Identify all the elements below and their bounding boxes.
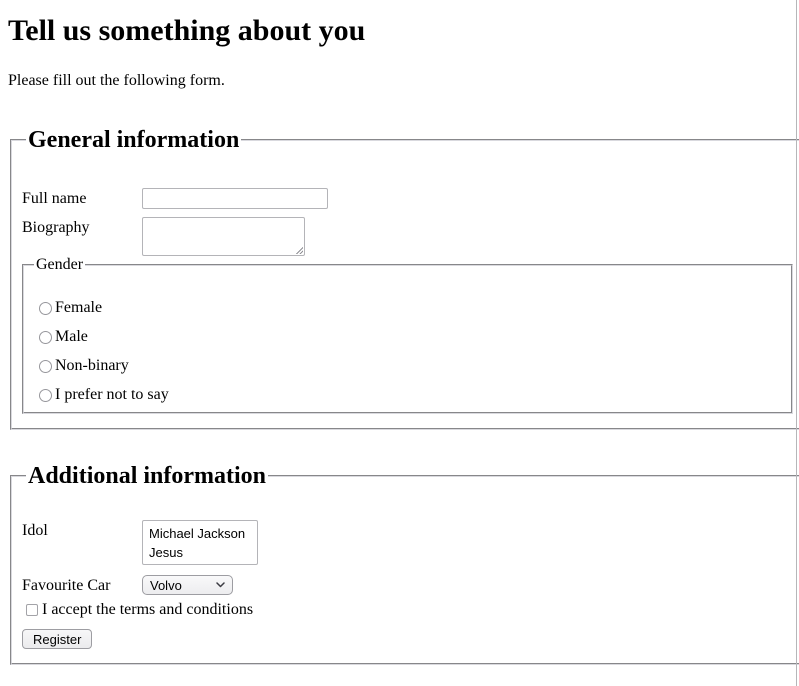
page-title: Tell us something about you xyxy=(8,14,366,47)
page-subtitle: Please fill out the following form. xyxy=(8,72,225,89)
gender-option-label: Female xyxy=(55,299,103,316)
gender-fieldset xyxy=(22,256,793,414)
biography-textarea-wrap xyxy=(142,217,305,256)
gender-option-label: Male xyxy=(55,328,88,345)
radio-button-icon[interactable] xyxy=(39,302,52,315)
favourite-car-selected-value: Volvo xyxy=(150,577,182,593)
idol-row xyxy=(22,520,793,565)
register-row xyxy=(22,629,793,649)
general-legend: General information xyxy=(28,127,240,153)
full-name-label: Full name xyxy=(22,190,87,207)
idol-option-michael-jackson[interactable]: Michael Jackson xyxy=(149,526,246,541)
idol-listbox[interactable] xyxy=(142,520,258,565)
gender-option-label: I prefer not to say xyxy=(55,386,169,403)
radio-button-icon[interactable] xyxy=(39,331,52,344)
favourite-car-row xyxy=(22,575,793,595)
scrollbar-track[interactable] xyxy=(796,0,798,686)
gender-option-male[interactable] xyxy=(39,328,781,346)
gender-option-non-binary[interactable] xyxy=(39,357,781,375)
gender-option-prefer-not-to-say[interactable] xyxy=(39,386,781,404)
gender-legend: Gender xyxy=(36,256,84,273)
idol-option-jesus[interactable]: Jesus xyxy=(149,545,183,560)
favourite-car-select[interactable] xyxy=(142,575,233,595)
gender-option-female[interactable] xyxy=(39,299,781,317)
biography-label: Biography xyxy=(22,219,90,236)
biography-row xyxy=(22,217,793,256)
additional-fieldset xyxy=(10,462,799,665)
registration-form xyxy=(8,126,799,665)
biography-textarea[interactable] xyxy=(142,217,305,256)
terms-label: I accept the terms and conditions xyxy=(42,601,254,618)
favourite-car-label: Favourite Car xyxy=(22,577,111,594)
chevron-down-icon xyxy=(216,582,225,588)
radio-button-icon[interactable] xyxy=(39,389,52,402)
terms-row[interactable] xyxy=(22,601,793,619)
gender-option-label: Non-binary xyxy=(55,357,129,374)
terms-checkbox[interactable] xyxy=(26,604,38,616)
general-fieldset xyxy=(10,126,799,430)
idol-label: Idol xyxy=(22,522,48,539)
radio-button-icon[interactable] xyxy=(39,360,52,373)
full-name-row xyxy=(22,188,793,209)
register-button[interactable]: Register xyxy=(22,629,92,649)
additional-legend: Additional information xyxy=(28,463,267,489)
full-name-input[interactable] xyxy=(142,188,328,209)
